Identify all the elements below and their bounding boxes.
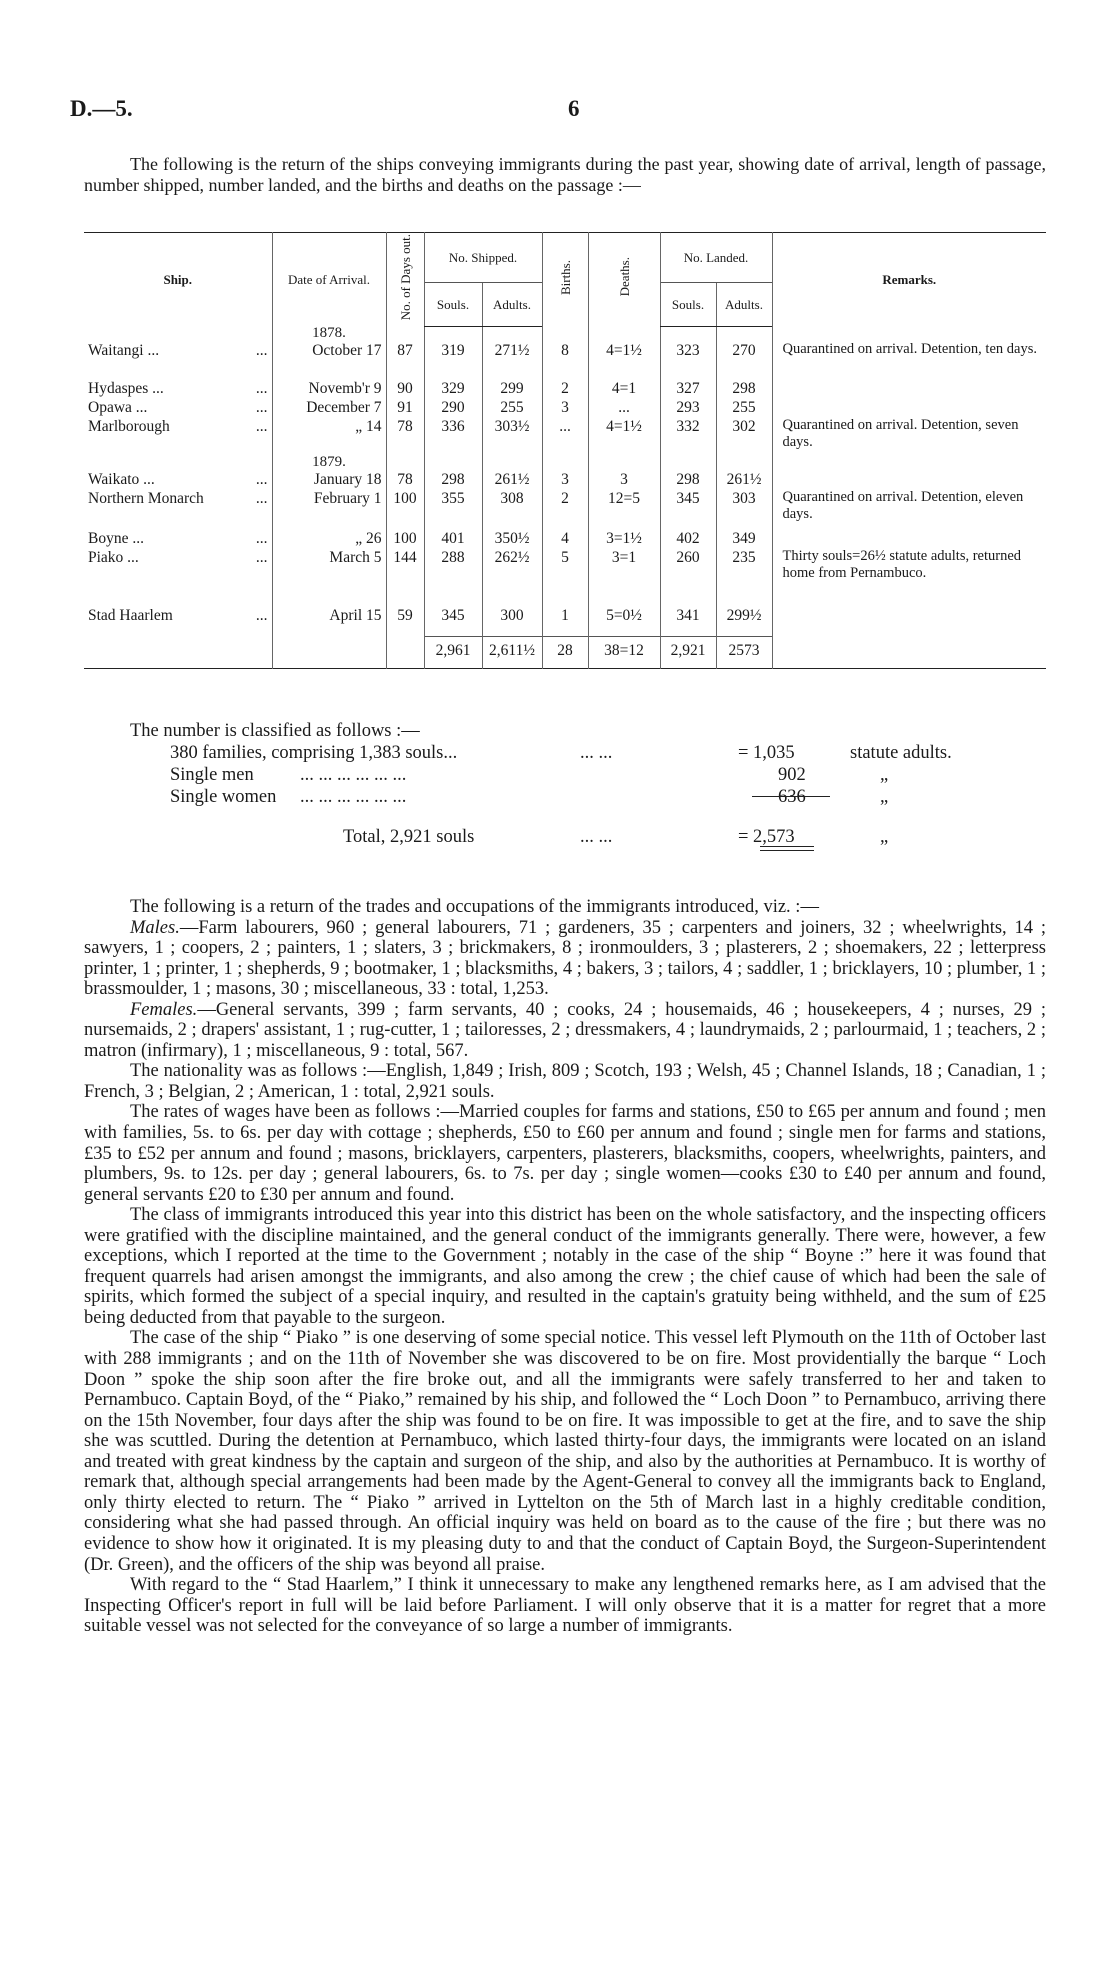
arrival-date: „ 26: [272, 529, 386, 548]
shipped-souls: 345: [424, 606, 482, 636]
col-header-landed-souls: Souls.: [660, 282, 716, 326]
page-number: 6: [568, 96, 580, 121]
landed-adults: 235: [716, 548, 772, 606]
arrival-date: April 15: [272, 606, 386, 636]
table-row: [84, 341, 1046, 379]
classification-label: Single men: [170, 765, 254, 785]
paragraph-males: Males.—Farm labourers, 960 ; general labourers, 71 ; gardeners, 35 ; carpenters and joiners, 32 ; wheelwrights, 14 ; sawyers, 1 ; coopers, 2 ; painters, 1 ; slaters, 3 ; brickmakers, 8 ; ironmoulders, 3 ; plasterers, 2 ; shoemakers, 22 ; letterpress printer, 1 ; printer, 1 ; shepherds, 9 ; bootmaker, 1 ; blacksmiths, 4 ; bakers, 3 ; tailors, 4 ; saddler, 1 ; bricklayers, 10 ; plumber, 1 ; brassmoulder, 1 ; masons, 30 ; miscellaneous, 33 : total, 1,253.: [84, 917, 1046, 1000]
remarks: [772, 398, 1046, 417]
landed-souls: 260: [660, 548, 716, 606]
leader-dots: ... ... ... ... ... ...: [300, 765, 407, 785]
landed-souls: 341: [660, 606, 716, 636]
landed-adults: 302: [716, 417, 772, 455]
deaths: 5=0½: [588, 606, 660, 636]
leader-dots: ...: [255, 530, 268, 548]
remarks: Quarantined on arrival. Detention, seven days.: [772, 417, 1046, 455]
total-double-rule: [760, 846, 814, 847]
table-row: [84, 529, 1046, 548]
table-year-row: [84, 326, 1046, 341]
body-text: [84, 897, 1046, 1637]
arrival-date: „ 14: [272, 417, 386, 455]
landed-adults: 349: [716, 529, 772, 548]
sum-rule: [752, 796, 830, 797]
col-header-landed: No. Landed.: [660, 233, 772, 283]
classification-label: 380 families, comprising 1,383 souls...: [170, 743, 458, 763]
table-row: [84, 548, 1046, 606]
ship-name: Opawa ...: [88, 399, 148, 417]
arrival-date: Novemb'r 9: [272, 379, 386, 398]
col-header-landed-adults: Adults.: [716, 282, 772, 326]
shipped-adults: 271½: [482, 341, 542, 379]
table-year-row: [84, 455, 1046, 470]
days-out: 87: [386, 341, 424, 379]
leader-dots: ... ... ... ... ... ...: [300, 787, 407, 807]
col-header-ship: Ship.: [163, 272, 193, 288]
ships-table: [84, 232, 1046, 669]
days-out: 78: [386, 470, 424, 489]
births: 8: [542, 341, 588, 379]
shipped-adults: 255: [482, 398, 542, 417]
leader-dots: ...: [255, 549, 268, 567]
classification-value: = 1,035: [738, 743, 795, 763]
leader-dots: ... ...: [580, 827, 613, 847]
remarks: [772, 606, 1046, 636]
landed-souls: 293: [660, 398, 716, 417]
shipped-adults: 350½: [482, 529, 542, 548]
shipped-souls: 329: [424, 379, 482, 398]
days-out: 100: [386, 489, 424, 529]
ship-name: Northern Monarch: [88, 490, 204, 508]
table-row: [84, 489, 1046, 529]
classification-unit: „: [880, 787, 889, 807]
landed-souls: 327: [660, 379, 716, 398]
births: 4: [542, 529, 588, 548]
shipped-souls: 319: [424, 341, 482, 379]
leader-dots: ...: [255, 380, 268, 398]
landed-souls: 345: [660, 489, 716, 529]
landed-souls: 332: [660, 417, 716, 455]
paragraph-class: The class of immigrants introduced this year into this district has been on the whole satisfactory, and the inspecting officers were gratified with the discipline maintained, and the general conduct of the immigrants generally. There were, however, a few exceptions, which I reported at the time to the Government ; notably in the case of the ship “ Boyne :” here it was found that frequent quarrels had arisen amongst the immigrants, and also among the crew ; the chief cause of which had been the sale of spirits, which formed the subject of a special inquiry, and resulted in the captain's gratuity being withheld, and the sum of £25 being deducted from that payable to the surgeon.: [84, 1205, 1046, 1328]
shipped-souls: 288: [424, 548, 482, 606]
ship-name: Marlborough: [88, 418, 170, 436]
females-lead: Females.: [130, 999, 198, 1020]
total-landed-souls: 2,921: [660, 636, 716, 668]
landed-souls: 298: [660, 470, 716, 489]
leader-dots: ... ...: [580, 743, 613, 763]
classification-unit: statute adults.: [850, 743, 952, 763]
remarks: Quarantined on arrival. Detention, eleven days.: [772, 489, 1046, 529]
landed-adults: 270: [716, 341, 772, 379]
col-header-date: Date of Arrival.: [272, 233, 386, 327]
landed-adults: 261½: [716, 470, 772, 489]
totals-row: [84, 636, 1046, 668]
col-header-births: Births.: [542, 233, 588, 327]
paragraph-nationality: The nationality was as follows :—English, 1,849 ; Irish, 809 ; Scotch, 193 ; Welsh, 45 ; Channel Islands, 18 ; Canadian, 1 ; French, 3 ; Belgian, 2 ; American, 1 : total, 2,921 souls.: [84, 1061, 1046, 1102]
deaths: ...: [588, 398, 660, 417]
ship-name: Stad Haarlem: [88, 607, 173, 625]
classification-total-label: Total, 2,921 souls: [343, 827, 475, 847]
col-header-remarks: Remarks.: [772, 233, 1046, 327]
classification-label: Single women: [170, 787, 277, 807]
days-out: 78: [386, 417, 424, 455]
classification-total: [130, 826, 990, 848]
remarks: Quarantined on arrival. Detention, ten days.: [772, 341, 1046, 379]
landed-adults: 298: [716, 379, 772, 398]
total-deaths: 38=12: [588, 636, 660, 668]
births: 2: [542, 379, 588, 398]
deaths: 12=5: [588, 489, 660, 529]
remarks: [772, 529, 1046, 548]
deaths: 4=1½: [588, 417, 660, 455]
births: 2: [542, 489, 588, 529]
deaths: 4=1½: [588, 341, 660, 379]
ship-name: Piako ...: [88, 549, 139, 567]
shipped-souls: 290: [424, 398, 482, 417]
ship-name: Boyne ...: [88, 530, 144, 548]
days-out: 91: [386, 398, 424, 417]
classification-value: 636: [778, 787, 806, 807]
landed-adults: 299½: [716, 606, 772, 636]
intro-paragraph: The following is the return of the ships conveying immigrants during the past year, showing date of arrival, length of passage, number shipped, number landed, and the births and deaths on the passage :—: [84, 154, 1046, 195]
total-births: 28: [542, 636, 588, 668]
deaths: 4=1: [588, 379, 660, 398]
arrival-date: March 5: [272, 548, 386, 606]
deaths: 3=1½: [588, 529, 660, 548]
births: ...: [542, 417, 588, 455]
males-lead: Males.: [130, 917, 180, 938]
deaths: 3=1: [588, 548, 660, 606]
births: 5: [542, 548, 588, 606]
leader-dots: ...: [255, 399, 268, 417]
days-out: 59: [386, 606, 424, 636]
year-label: 1879.: [272, 455, 386, 470]
days-out: 100: [386, 529, 424, 548]
classification-row: [130, 786, 990, 808]
classification-intro: The number is classified as follows :—: [130, 721, 420, 741]
births: 3: [542, 470, 588, 489]
ship-name: Hydaspes ...: [88, 380, 164, 398]
paragraph-piako: The case of the ship “ Piako ” is one deserving of some special notice. This vessel left Plymouth on the 11th of October last with 288 immigrants ; and on the 11th of November she was discovered to be on fire. Most providentially the barque “ Loch Doon ” spoke the ship soon after the fire broke out, and all the immigrants were safely transferred to her and taken to Pernambuco. Captain Boyd, of the “ Piako,” remained by his ship, and followed the “ Loch Doon ” to Pernambuco, arriving there on the 15th November, four days after the ship was found to be on fire. It was impossible to get at the fire, and to save the ship she was scuttled. During the detention at Pernambuco, which lasted thirty-four days, the immigrants were located on an island and treated with great kindness by the captain and surgeon of the ship, and also by the authorities at Pernambuco. It is worthy of remark that, although special arrangements had been made by the Agent-General to convey all the immigrants back to England, only thirty elected to return. The “ Piako ” arrived in Lyttelton on the 5th of March last in a highly creditable condition, considering what she had passed through. An official inquiry was held on board as to the cause of the fire ; but there was no evidence to show how it originated. It is my pleasing duty to and that the conduct of Captain Boyd, the Surgeon-Superintendent (Dr. Green), and the officers of the ship was beyond all praise.: [84, 1328, 1046, 1575]
leader-dots: ...: [255, 418, 268, 436]
page-id: D.—5.: [70, 96, 133, 121]
shipped-souls: 298: [424, 470, 482, 489]
total-shipped-adults: 2,611½: [482, 636, 542, 668]
col-header-deaths: Deaths.: [588, 233, 660, 327]
days-out: 90: [386, 379, 424, 398]
shipped-souls: 355: [424, 489, 482, 529]
shipped-souls: 336: [424, 417, 482, 455]
deaths: 3: [588, 470, 660, 489]
col-header-shipped-adults: Adults.: [482, 282, 542, 326]
ship-name: Waikato ...: [88, 471, 155, 489]
col-header-shipped: No. Shipped.: [424, 233, 542, 283]
classification-block: [130, 720, 990, 848]
arrival-date: February 1: [272, 489, 386, 529]
shipped-adults: 261½: [482, 470, 542, 489]
leader-dots: ...: [255, 607, 268, 625]
landed-adults: 255: [716, 398, 772, 417]
remarks: [772, 470, 1046, 489]
total-double-rule: [760, 850, 814, 851]
shipped-adults: 300: [482, 606, 542, 636]
shipped-souls: 401: [424, 529, 482, 548]
total-landed-adults: 2573: [716, 636, 772, 668]
arrival-date: October 17: [272, 341, 386, 379]
classification-row: [130, 742, 990, 764]
leader-dots: ...: [255, 490, 268, 508]
leader-dots: ...: [255, 471, 268, 489]
total-shipped-souls: 2,961: [424, 636, 482, 668]
landed-souls: 323: [660, 341, 716, 379]
leader-dots: ...: [255, 342, 268, 360]
births: 3: [542, 398, 588, 417]
shipped-adults: 262½: [482, 548, 542, 606]
arrival-date: January 18: [272, 470, 386, 489]
paragraph-stad-haarlem: With regard to the “ Stad Haarlem,” I think it unnecessary to make any lengthened remarks here, as I am advised that the Inspecting Officer's report in full will be laid before Parliament. I will only observe that it is a matter for regret that a more suitable vessel was not selected for the conveyance of so large a number of immigrants.: [84, 1575, 1046, 1637]
paragraph-wages: The rates of wages have been as follows :—Married couples for farms and stations, £50 to £65 per annum and found ; men with families, 5s. to 6s. per day with cottage ; shepherds, £50 to £60 per annum and found ; single men for farms and stations, £35 to £52 per annum and found ; masons, bricklayers, carpenters, plasterers, blacksmiths, coopers, wheelwrights, painters, and plumbers, 9s. to 12s. per day ; general labourers, 6s. to 7s. per day ; single women—cooks £30 to £40 per annum and found, general servants £20 to £30 per annum and found.: [84, 1102, 1046, 1205]
year-label: 1878.: [272, 326, 386, 341]
shipped-adults: 308: [482, 489, 542, 529]
paragraph-females: Females.—General servants, 399 ; farm servants, 40 ; cooks, 24 ; housemaids, 46 ; housekeepers, 4 ; nurses, 29 ; nursemaids, 2 ; drapers' assistant, 1 ; rug-cutter, 1 ; tailoresses, 2 ; dressmakers, 4 ; laundrymaids, 2 ; parlourmaid, 1 ; teachers, 2 ; matron (infirmary), 1 ; miscellaneous, 9 : total, 567.: [84, 999, 1046, 1061]
table-row: [84, 606, 1046, 636]
table-row: [84, 470, 1046, 489]
days-out: 144: [386, 548, 424, 606]
classification-unit: „: [880, 765, 889, 785]
remarks: [772, 379, 1046, 398]
landed-adults: 303: [716, 489, 772, 529]
births: 1: [542, 606, 588, 636]
arrival-date: December 7: [272, 398, 386, 417]
classification-unit: „: [880, 827, 889, 847]
classification-value: 902: [778, 765, 806, 785]
paragraph-trades-intro: The following is a return of the trades and occupations of the immigrants introduced, viz. :—: [130, 897, 819, 917]
col-header-shipped-souls: Souls.: [424, 282, 482, 326]
shipped-adults: 303½: [482, 417, 542, 455]
table-row: [84, 417, 1046, 455]
classification-total-value: = 2,573: [738, 827, 795, 847]
table-row: [84, 379, 1046, 398]
remarks: Thirty souls=26½ statute adults, returned home from Pernambuco.: [772, 548, 1046, 606]
shipped-adults: 299: [482, 379, 542, 398]
landed-souls: 402: [660, 529, 716, 548]
classification-row: [130, 764, 990, 786]
col-header-days: No. of Days out.: [386, 233, 424, 327]
table-row: [84, 398, 1046, 417]
ship-name: Waitangi ...: [88, 342, 160, 360]
